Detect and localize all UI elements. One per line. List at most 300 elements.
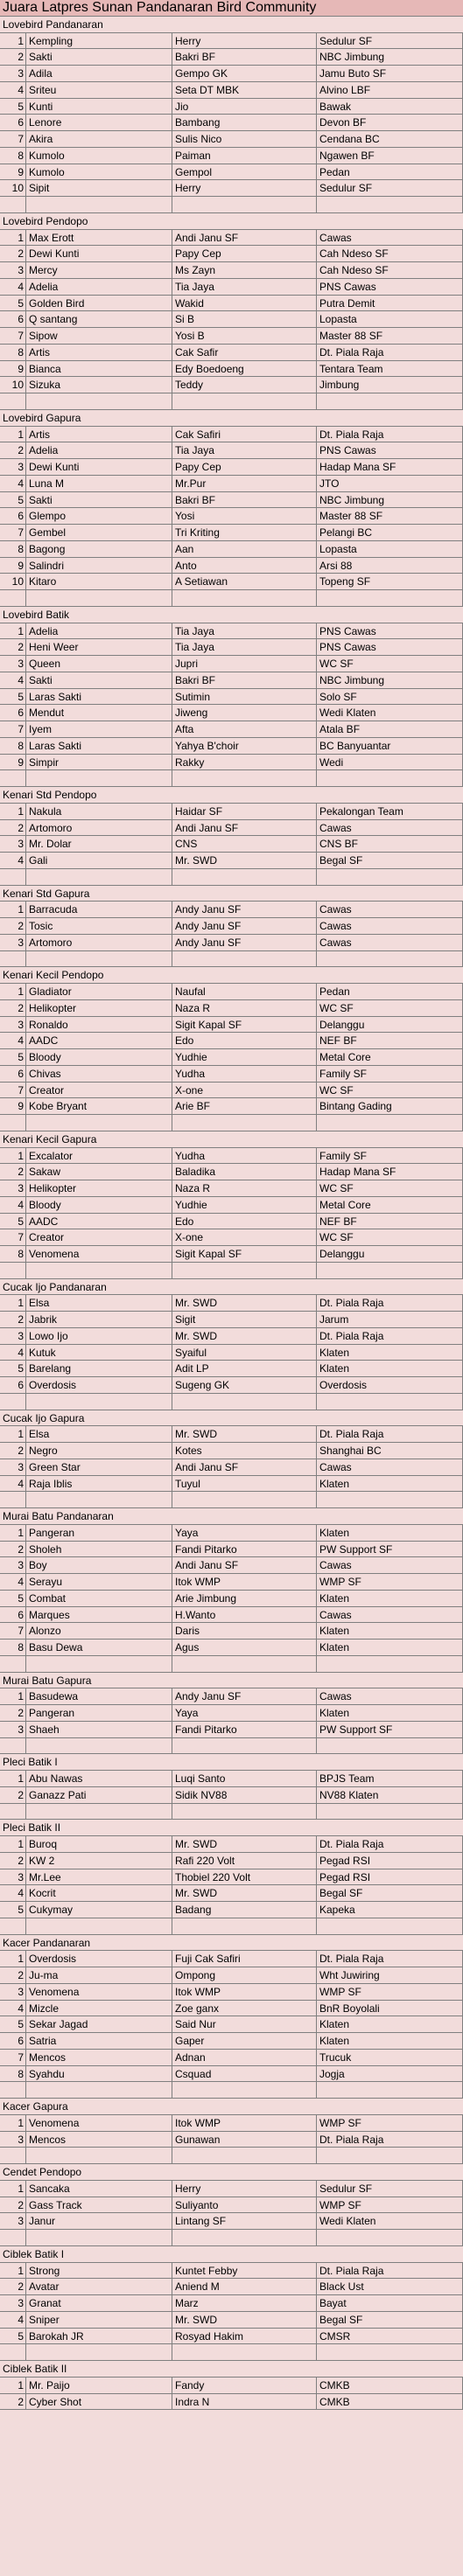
bird-name-cell: Sipow xyxy=(26,328,172,344)
team-cell: NBC Jimbung xyxy=(317,672,463,688)
team-cell: Lopasta xyxy=(317,541,463,557)
rank-cell: 3 xyxy=(0,935,26,950)
team-cell: Tentara Team xyxy=(317,361,463,377)
bird-name-cell: Sizuka xyxy=(26,377,172,393)
owner-cell: Yudha xyxy=(172,1148,317,1164)
result-row xyxy=(0,1574,463,1591)
result-row xyxy=(0,2033,463,2050)
team-cell: Cah Ndeso SF xyxy=(317,246,463,261)
empty-cell xyxy=(317,1394,463,1410)
team-cell: Pegad RSI xyxy=(317,1853,463,1869)
bird-name-cell: Max Erott xyxy=(26,230,172,246)
section-header-row xyxy=(0,787,463,804)
result-row xyxy=(0,164,463,181)
rank-cell: 10 xyxy=(0,377,26,393)
owner-cell: Badang xyxy=(172,1902,317,1918)
bird-name-cell: Janur xyxy=(26,2213,172,2229)
team-cell: WMP SF xyxy=(317,1984,463,2000)
bird-name-cell: Granat xyxy=(26,2295,172,2311)
empty-cell xyxy=(172,1263,317,1278)
result-row xyxy=(0,1328,463,1345)
owner-cell: Haidar SF xyxy=(172,804,317,819)
rank-cell: 2 xyxy=(0,1705,26,1721)
team-cell: Topeng SF xyxy=(317,574,463,589)
rank-cell: 5 xyxy=(0,1591,26,1606)
rank-cell: 8 xyxy=(0,148,26,164)
result-row xyxy=(0,1902,463,1918)
team-cell: Sedulur SF xyxy=(317,33,463,49)
owner-cell: Fandy xyxy=(172,2378,317,2393)
bird-name-cell: Chivas xyxy=(26,1066,172,1082)
rank-cell: 3 xyxy=(0,1722,26,1737)
team-cell: Cawas xyxy=(317,902,463,917)
bird-name-cell: Dewi Kunti xyxy=(26,246,172,261)
rank-cell: 9 xyxy=(0,361,26,377)
bird-name-cell: Alonzo xyxy=(26,1623,172,1639)
owner-cell: Sigit Kapal SF xyxy=(172,1246,317,1262)
owner-cell: Mr. SWD xyxy=(172,1295,317,1311)
bird-name-cell: Sancaka xyxy=(26,2181,172,2197)
rank-cell: 3 xyxy=(0,2132,26,2148)
empty-cell xyxy=(0,2082,26,2098)
owner-cell: Tia Jaya xyxy=(172,442,317,458)
team-cell: Dt. Piala Raja xyxy=(317,427,463,442)
result-row xyxy=(0,1771,463,1787)
result-row xyxy=(0,131,463,148)
rank-cell: 5 xyxy=(0,1361,26,1376)
result-row xyxy=(0,755,463,771)
team-cell: Solo SF xyxy=(317,689,463,705)
rank-cell: 5 xyxy=(0,689,26,705)
bird-name-cell: Lowo Ijo xyxy=(26,1328,172,1344)
team-cell: NV88 Klaten xyxy=(317,1787,463,1803)
blank-row xyxy=(0,869,463,886)
result-row xyxy=(0,689,463,706)
empty-cell xyxy=(317,2230,463,2245)
bird-name-cell: Green Star xyxy=(26,1459,172,1475)
team-cell: BnR Boyolali xyxy=(317,2001,463,2016)
rank-cell: 8 xyxy=(0,2066,26,2082)
owner-cell: Mr. SWD xyxy=(172,1836,317,1852)
result-row xyxy=(0,1951,463,1967)
bird-name-cell: Mr. Dolar xyxy=(26,836,172,852)
result-row xyxy=(0,459,463,476)
result-row xyxy=(0,328,463,345)
result-row xyxy=(0,99,463,115)
result-row xyxy=(0,2329,463,2345)
owner-cell: Mr. SWD xyxy=(172,2312,317,2328)
result-row xyxy=(0,1033,463,1049)
owner-cell: Andi Janu SF xyxy=(172,230,317,246)
section-header-row xyxy=(0,886,463,902)
bird-name-cell: Raja Iblis xyxy=(26,1476,172,1492)
empty-cell xyxy=(172,869,317,885)
team-cell: Wedi Klaten xyxy=(317,2213,463,2229)
team-cell: Metal Core xyxy=(317,1197,463,1213)
team-cell: WC SF xyxy=(317,1083,463,1098)
owner-cell: Sigit xyxy=(172,1312,317,1327)
owner-cell: Andi Janu SF xyxy=(172,1557,317,1573)
result-row xyxy=(0,1885,463,1902)
empty-cell xyxy=(26,1804,172,1820)
owner-cell: X-one xyxy=(172,1083,317,1098)
result-row xyxy=(0,820,463,837)
rank-cell: 7 xyxy=(0,328,26,344)
owner-cell: Seta DT MBK xyxy=(172,82,317,98)
section-title: Cucak Ijo Gapura xyxy=(3,1411,85,1424)
owner-cell: Bakri BF xyxy=(172,49,317,65)
result-row xyxy=(0,918,463,935)
bird-name-cell: KW 2 xyxy=(26,1853,172,1869)
result-row xyxy=(0,1787,463,1804)
team-cell: Cah Ndeso SF xyxy=(317,262,463,278)
bird-name-cell: Lenore xyxy=(26,115,172,130)
bird-name-cell: Sekar Jagad xyxy=(26,2016,172,2032)
section-header-row xyxy=(0,1508,463,1525)
result-row xyxy=(0,574,463,590)
empty-cell xyxy=(172,1656,317,1672)
team-cell: WMP SF xyxy=(317,2197,463,2213)
bird-name-cell: Shaeh xyxy=(26,1722,172,1737)
result-row xyxy=(0,2181,463,2197)
bird-name-cell: Buroq xyxy=(26,1836,172,1852)
bird-name-cell: Simpir xyxy=(26,755,172,770)
blank-row xyxy=(0,2344,463,2361)
rank-cell: 4 xyxy=(0,82,26,98)
rank-cell: 6 xyxy=(0,115,26,130)
section-header-row xyxy=(0,2361,463,2378)
bird-name-cell: Boy xyxy=(26,1557,172,1573)
result-row xyxy=(0,705,463,721)
blank-row xyxy=(0,590,463,607)
owner-cell: Rosyad Hakim xyxy=(172,2329,317,2344)
owner-cell: Naufal xyxy=(172,984,317,999)
team-cell: Klaten xyxy=(317,2033,463,2049)
owner-cell: Sulis Nico xyxy=(172,131,317,147)
bird-name-cell: Mr.Lee xyxy=(26,1869,172,1885)
owner-cell: Yudhie xyxy=(172,1049,317,1065)
owner-cell: Baladika xyxy=(172,1164,317,1180)
bird-name-cell: Venomena xyxy=(26,1246,172,1262)
empty-cell xyxy=(172,2230,317,2245)
bird-name-cell: Mencos xyxy=(26,2050,172,2065)
rank-cell: 4 xyxy=(0,1885,26,1901)
team-cell: NEF BF xyxy=(317,1033,463,1048)
bird-name-cell: Barelang xyxy=(26,1361,172,1376)
blank-row xyxy=(0,1492,463,1508)
team-cell: PW Support SF xyxy=(317,1722,463,1737)
rank-cell: 5 xyxy=(0,99,26,115)
team-cell: WC SF xyxy=(317,1000,463,1016)
result-row xyxy=(0,1459,463,1476)
blank-row xyxy=(0,1656,463,1673)
team-cell: Cawas xyxy=(317,935,463,950)
rank-cell: 8 xyxy=(0,541,26,557)
owner-cell: X-one xyxy=(172,1229,317,1245)
rank-cell: 6 xyxy=(0,508,26,524)
bird-name-cell: Jabrik xyxy=(26,1312,172,1327)
result-row xyxy=(0,377,463,393)
blank-row xyxy=(0,1115,463,1131)
bird-name-cell: Adelia xyxy=(26,623,172,639)
rank-cell: 2 xyxy=(0,1787,26,1803)
bird-name-cell: Ganazz Pati xyxy=(26,1787,172,1803)
empty-cell xyxy=(172,2082,317,2098)
empty-cell xyxy=(0,770,26,786)
team-cell: Dt. Piala Raja xyxy=(317,1328,463,1344)
result-row xyxy=(0,672,463,689)
rank-cell: 5 xyxy=(0,296,26,311)
bird-name-cell: Basudewa xyxy=(26,1688,172,1704)
result-row xyxy=(0,33,463,50)
rank-cell: 4 xyxy=(0,672,26,688)
empty-cell xyxy=(317,2082,463,2098)
bird-name-cell: Artis xyxy=(26,345,172,360)
empty-cell xyxy=(317,1492,463,1507)
rank-cell: 7 xyxy=(0,721,26,737)
blank-row xyxy=(0,770,463,787)
bird-name-cell: Ju-ma xyxy=(26,1967,172,1983)
rank-cell: 3 xyxy=(0,1557,26,1573)
result-row xyxy=(0,262,463,279)
rank-cell: 4 xyxy=(0,2001,26,2016)
empty-cell xyxy=(0,869,26,885)
section-header-row xyxy=(0,967,463,984)
empty-cell xyxy=(0,1918,26,1934)
bird-name-cell: Laras Sakti xyxy=(26,738,172,754)
bird-name-cell: Gladiator xyxy=(26,984,172,999)
result-row xyxy=(0,1542,463,1558)
owner-cell: Herry xyxy=(172,2181,317,2197)
bird-name-cell: Sakti xyxy=(26,49,172,65)
result-row xyxy=(0,525,463,541)
result-row xyxy=(0,2197,463,2214)
bird-name-cell: Negro xyxy=(26,1443,172,1459)
owner-cell: Yahya B'choir xyxy=(172,738,317,754)
rank-cell: 9 xyxy=(0,558,26,574)
empty-cell xyxy=(0,1804,26,1820)
bird-name-cell: Mercy xyxy=(26,262,172,278)
team-cell: Begal SF xyxy=(317,853,463,868)
team-cell: Lopasta xyxy=(317,311,463,327)
section-header-row xyxy=(0,1935,463,1952)
bird-name-cell: Kunti xyxy=(26,99,172,115)
section-title: Cendet Pendopo xyxy=(3,2166,82,2178)
bird-name-cell: Sholeh xyxy=(26,1542,172,1557)
empty-cell xyxy=(26,2148,172,2163)
result-row xyxy=(0,1361,463,1377)
bird-name-cell: Elsa xyxy=(26,1295,172,1311)
rank-cell: 1 xyxy=(0,2263,26,2279)
empty-cell xyxy=(172,1804,317,1820)
bird-name-cell: Marques xyxy=(26,1607,172,1623)
bird-name-cell: Glempo xyxy=(26,508,172,524)
owner-cell: Mr. SWD xyxy=(172,1426,317,1442)
team-cell: PNS Cawas xyxy=(317,442,463,458)
empty-cell xyxy=(0,197,26,212)
results-body xyxy=(0,17,463,2411)
rank-cell: 2 xyxy=(0,246,26,261)
section-title: Kenari Std Pendopo xyxy=(3,789,97,801)
owner-cell: Thobiel 220 Volt xyxy=(172,1869,317,1885)
result-row xyxy=(0,1066,463,1083)
rank-cell: 9 xyxy=(0,1098,26,1114)
owner-cell: Afta xyxy=(172,721,317,737)
team-cell: Sedulur SF xyxy=(317,2181,463,2197)
bird-name-cell: AADC xyxy=(26,1214,172,1229)
result-row xyxy=(0,984,463,1000)
team-cell: Family SF xyxy=(317,1148,463,1164)
blank-row xyxy=(0,1804,463,1821)
owner-cell: Gaper xyxy=(172,2033,317,2049)
owner-cell: Yudhie xyxy=(172,1197,317,1213)
result-row xyxy=(0,1049,463,1066)
bird-name-cell: Avatar xyxy=(26,2279,172,2294)
owner-cell: Teddy xyxy=(172,377,317,393)
owner-cell: Daris xyxy=(172,1623,317,1639)
team-cell: Pegad RSI xyxy=(317,1869,463,1885)
rank-cell: 1 xyxy=(0,2115,26,2131)
owner-cell: Fandi Pitarko xyxy=(172,1722,317,1737)
owner-cell: Jupri xyxy=(172,656,317,672)
team-cell: Dt. Piala Raja xyxy=(317,1951,463,1967)
result-row xyxy=(0,1476,463,1493)
team-cell: WC SF xyxy=(317,656,463,672)
team-cell: NEF BF xyxy=(317,1214,463,1229)
owner-cell: Papy Cep xyxy=(172,459,317,475)
bird-name-cell: Barokah JR xyxy=(26,2329,172,2344)
owner-cell: Indra N xyxy=(172,2394,317,2410)
owner-cell: Mr. SWD xyxy=(172,853,317,868)
section-title: Kacer Pandanaran xyxy=(3,1936,91,1949)
team-cell: Klaten xyxy=(317,1640,463,1655)
bird-name-cell: Venomena xyxy=(26,2115,172,2131)
result-row xyxy=(0,508,463,525)
owner-cell: Herry xyxy=(172,180,317,196)
section-header-row xyxy=(0,607,463,623)
bird-name-cell: Bagong xyxy=(26,541,172,557)
rank-cell: 4 xyxy=(0,476,26,491)
rank-cell: 1 xyxy=(0,2378,26,2393)
owner-cell: Tia Jaya xyxy=(172,279,317,295)
result-row xyxy=(0,1525,463,1542)
bird-name-cell: Mencos xyxy=(26,2132,172,2148)
empty-cell xyxy=(26,2230,172,2245)
rank-cell: 3 xyxy=(0,1869,26,1885)
team-cell: Dt. Piala Raja xyxy=(317,2132,463,2148)
bird-name-cell: Creator xyxy=(26,1083,172,1098)
owner-cell: Tri Kriting xyxy=(172,525,317,540)
team-cell: Cawas xyxy=(317,1688,463,1704)
team-cell: Arsi 88 xyxy=(317,558,463,574)
result-row xyxy=(0,1443,463,1459)
empty-cell xyxy=(26,1918,172,1934)
section-title: Kenari Kecil Gapura xyxy=(3,1132,97,1145)
blank-row xyxy=(0,951,463,968)
rank-cell: 5 xyxy=(0,1049,26,1065)
bird-name-cell: Laras Sakti xyxy=(26,689,172,705)
rank-cell: 3 xyxy=(0,1459,26,1475)
result-row xyxy=(0,1688,463,1705)
section-title: Lovebird Gapura xyxy=(3,411,81,424)
rank-cell: 6 xyxy=(0,311,26,327)
empty-cell xyxy=(172,1492,317,1507)
bird-name-cell: Helikopter xyxy=(26,1180,172,1196)
result-row xyxy=(0,1017,463,1034)
rank-cell: 2 xyxy=(0,1164,26,1180)
sheet-title: Juara Latpres Sunan Pandanaran Bird Community xyxy=(3,0,317,15)
team-cell: Alvino LBF xyxy=(317,82,463,98)
blank-row xyxy=(0,2230,463,2246)
bird-name-cell: Gali xyxy=(26,853,172,868)
owner-cell: Cak Safiri xyxy=(172,427,317,442)
team-cell: Atala BF xyxy=(317,721,463,737)
section-header-row xyxy=(0,17,463,33)
empty-cell xyxy=(172,393,317,409)
result-row xyxy=(0,2016,463,2033)
team-cell: Cawas xyxy=(317,1459,463,1475)
empty-cell xyxy=(0,1492,26,1507)
rank-cell: 10 xyxy=(0,574,26,589)
empty-cell xyxy=(317,770,463,786)
rank-cell: 3 xyxy=(0,459,26,475)
empty-cell xyxy=(26,393,172,409)
owner-cell: Mr. SWD xyxy=(172,1885,317,1901)
team-cell: Klaten xyxy=(317,1591,463,1606)
result-row xyxy=(0,1295,463,1312)
team-cell: Dt. Piala Raja xyxy=(317,1295,463,1311)
owner-cell: CNS xyxy=(172,836,317,852)
bird-name-cell: Sakti xyxy=(26,672,172,688)
result-row xyxy=(0,1869,463,1886)
rank-cell: 5 xyxy=(0,2016,26,2032)
empty-cell xyxy=(317,869,463,885)
section-header-row xyxy=(0,213,463,230)
rank-cell: 4 xyxy=(0,1574,26,1590)
team-cell: Bawak xyxy=(317,99,463,115)
owner-cell: Gempo GK xyxy=(172,66,317,81)
owner-cell: Aniend M xyxy=(172,2279,317,2294)
team-cell: Shanghai BC xyxy=(317,1443,463,1459)
bird-name-cell: Sakti xyxy=(26,492,172,508)
team-cell: Pedan xyxy=(317,984,463,999)
rank-cell: 3 xyxy=(0,1984,26,2000)
result-row xyxy=(0,656,463,672)
rank-cell: 7 xyxy=(0,1083,26,1098)
bird-name-cell: Abu Nawas xyxy=(26,1771,172,1786)
team-cell: Dt. Piala Raja xyxy=(317,2263,463,2279)
result-row xyxy=(0,804,463,820)
rank-cell: 3 xyxy=(0,1017,26,1033)
section-header-row xyxy=(0,2099,463,2115)
empty-cell xyxy=(317,1918,463,1934)
result-row xyxy=(0,902,463,918)
rank-cell: 4 xyxy=(0,853,26,868)
empty-cell xyxy=(26,2082,172,2098)
result-row xyxy=(0,427,463,443)
team-cell: Dt. Piala Raja xyxy=(317,1836,463,1852)
team-cell: Dt. Piala Raja xyxy=(317,345,463,360)
team-cell: BC Banyuantar xyxy=(317,738,463,754)
empty-cell xyxy=(0,1263,26,1278)
result-row xyxy=(0,2115,463,2132)
empty-cell xyxy=(0,1738,26,1754)
bird-name-cell: Sriteu xyxy=(26,82,172,98)
blank-row xyxy=(0,1263,463,1279)
owner-cell: Kuntet Febby xyxy=(172,2263,317,2279)
result-row xyxy=(0,2312,463,2329)
section-title: Pleci Batik II xyxy=(3,1821,61,1835)
